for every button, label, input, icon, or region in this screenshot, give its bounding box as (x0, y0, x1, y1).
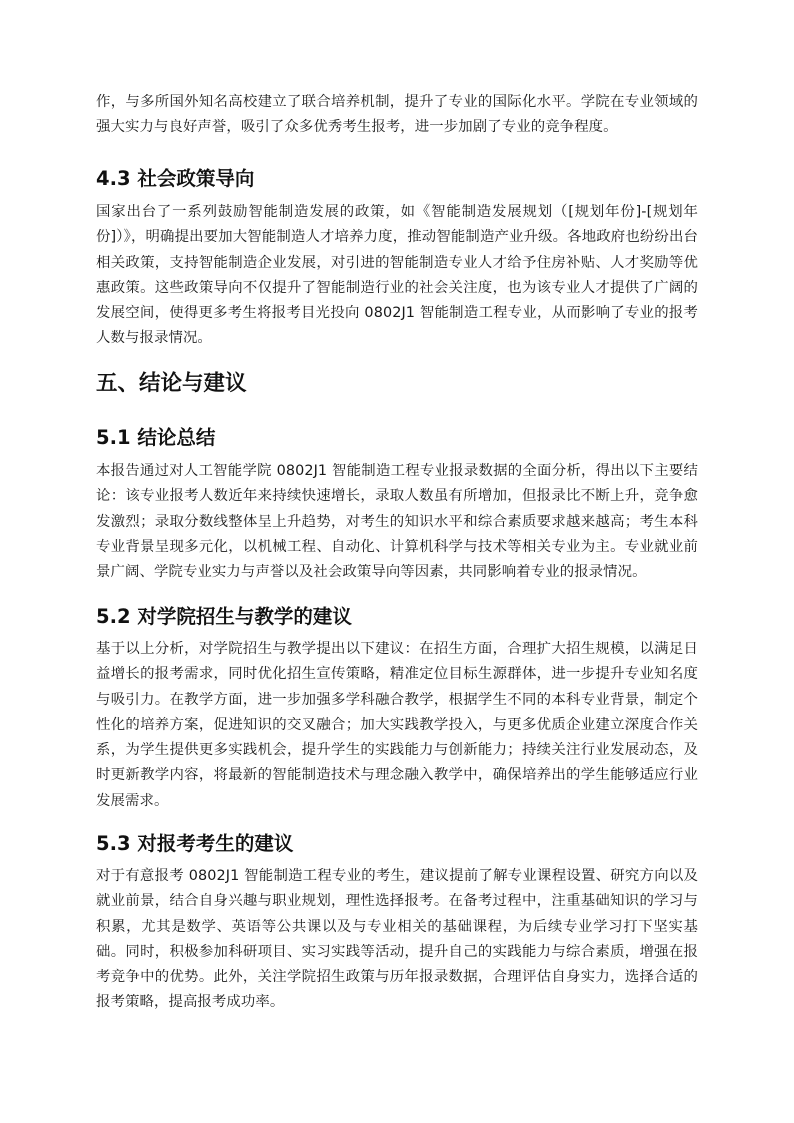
section-4-3-heading: 4.3 社会政策导向 (96, 167, 255, 190)
section-5-3-body: 对于有意报考 0802J1 智能制造工程专业的考生，建议提前了解专业课程设置、研究方向以及就业前景，结合自身兴趣与职业规划，理性选择报考。在备考过程中，注重基础知识的学习与积累，尤其是数学、英语等公共课以及与专业相关的基础课程，为后续专业学习打下坚实基础。同时，积极参加科研项目、实习实践等活动，提升自己的实践能力与综合素质，增强在报考竞争中的优势。此外，关注学院招生政策与历年报录数据，合理评估自身实力，选择合适的报考策略，提高报考成功率。 (96, 868, 698, 1011)
section-5-1-heading: 5.1 结论总结 (96, 426, 216, 449)
intro-paragraph: 作，与多所国外知名高校建立了联合培养机制，提升了专业的国际化水平。学院在专业领域的强大实力与良好声誉，吸引了众多优秀考生报考，进一步加剧了专业的竞争程度。 (96, 94, 698, 136)
section-4-3-body: 国家出台了一系列鼓励智能制造发展的政策，如《智能制造发展规划（[规划年份]-[规划年份]）》，明确提出要加大智能制造人才培养力度，推动智能制造产业升级。各地政府也纷纷出台相关政策，支持智能制造企业发展，对引进的智能制造专业人才给予住房补贴、人才奖励等优惠政策。这些政策导向不仅提升了智能制造行业的社会关注度，也为该专业人才提供了广阔的发展空间，使得更多考生将报考目光投向 0802J1 智能制造工程专业，从而影响了专业的报考人数与报录情况。 (96, 204, 698, 347)
chapter-5-heading: 五、结论与建议 (96, 371, 247, 396)
section-5-2-body: 基于以上分析，对学院招生与教学提出以下建议：在招生方面，合理扩大招生规模，以满足日益增长的报考需求，同时优化招生宣传策略，精准定位目标生源群体，进一步提升专业知名度与吸引力。在教学方面，进一步加强多学科融合教学，根据学生不同的本科专业背景，制定个性化的培养方案，促进知识的交叉融合；加大实践教学投入，与更多优质企业建立深度合作关系，为学生提供更多实践机会，提升学生的实践能力与创新能力；持续关注行业发展动态，及时更新教学内容，将最新的智能制造技术与理念融入教学中，确保培养出的学生能够适应行业发展需求。 (96, 641, 698, 809)
section-5-1-body: 本报告通过对人工智能学院 0802J1 智能制造工程专业报录数据的全面分析，得出以下主要结论：该专业报考人数近年来持续快速增长，录取人数虽有所增加，但报录比不断上升，竞争愈发激烈；录取分数线整体呈上升趋势，对考生的知识水平和综合素质要求越来越高；考生本科专业背景呈现多元化，以机械工程、自动化、计算机科学与技术等相关专业为主。专业就业前景广阔、学院专业实力与声誉以及社会政策导向等因素，共同影响着专业的报录情况。 (96, 463, 698, 581)
section-5-3-heading: 5.3 对报考考生的建议 (96, 832, 294, 855)
section-5-2-heading: 5.2 对学院招生与教学的建议 (96, 605, 352, 628)
